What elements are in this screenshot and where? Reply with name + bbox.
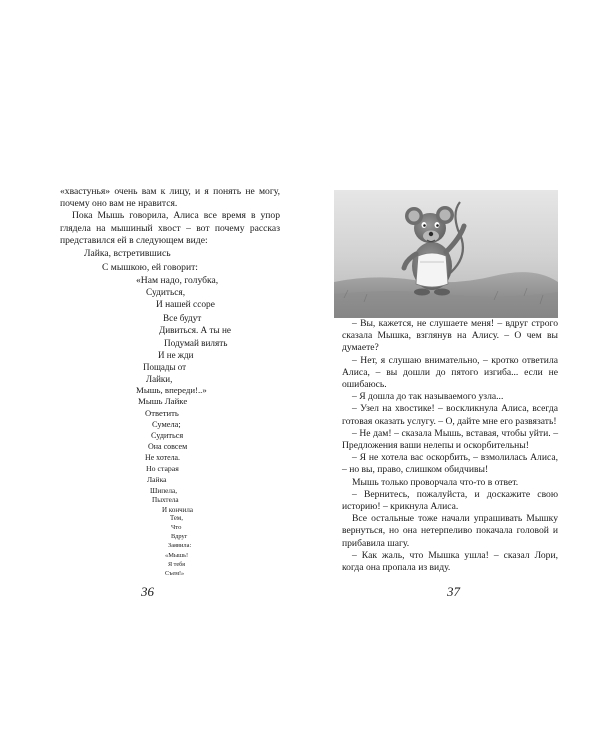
- tail-poem-line: Все будут: [163, 313, 202, 323]
- right-page: [300, 0, 600, 750]
- intro-paragraph: Пока Мышь говорила, Алиса все время в упор глядела на мышиный хвост – вот почему рассказ представился ей в следующем виде:: [60, 210, 280, 246]
- tail-poem-line: Тем,: [170, 515, 183, 522]
- tail-poem-line: Пыхтела: [152, 496, 179, 504]
- page-number-right: 37: [447, 584, 460, 599]
- tail-poem-line: Лайки,: [146, 374, 173, 384]
- intro-paragraph: «хвастунья» очень вам к лицу, и я понять не могу, почему оно вам не нравится.: [60, 186, 280, 210]
- tail-poem-line: И кончила: [162, 506, 193, 514]
- tail-poem-line: Лайка, встретившись: [84, 248, 171, 259]
- tail-poem-line: Мышь, впереди!..»: [136, 385, 207, 395]
- tail-poem-line: Вдруг: [171, 533, 188, 540]
- dialogue-paragraph: – Вы, кажется, не слушаете меня! – вдруг строго сказала Мышка, взглянув на Алису. – О чем вы думаете?: [342, 318, 558, 354]
- dialogue-paragraph: – Как жаль, что Мышка ушла! – сказал Лори, когда она пропала из виду.: [342, 549, 558, 574]
- tail-poem-line: И не жди: [158, 350, 194, 360]
- tail-poem-line: «Мышь!: [165, 552, 189, 559]
- tail-poem-line: Но старая: [146, 464, 179, 473]
- dialogue-paragraph: – Вернитесь, пожалуйста, и доскажите свою историю! – крикнула Алиса.: [342, 488, 558, 513]
- tail-poem-line: Она совсем: [148, 442, 188, 451]
- dialogue-paragraph: – Нет, я слушаю внимательно, – кротко ответила Алиса, – вы дошли до пятого изгиба... если не ошибаюсь.: [342, 354, 558, 391]
- tail-poem-line: Что: [171, 524, 182, 531]
- mouse-in-apron-illustration: [334, 190, 558, 318]
- tail-poem-line: Дивиться. А ты не: [159, 325, 231, 335]
- tail-poem-line: Подумай вилять: [164, 338, 228, 348]
- tail-poem-line: Шипела,: [150, 486, 178, 495]
- tail-poem-line: Мышь Лайке: [138, 396, 188, 406]
- tail-poem-line: Ответить: [145, 408, 179, 418]
- tail-poem-line: С мышкою, ей говорит:: [102, 262, 198, 273]
- dialogue-paragraph: Мышь только проворчала что-то в ответ.: [352, 476, 519, 488]
- tail-poem-line: Заявила:: [168, 542, 192, 549]
- tail-poem-line: Я тебя: [168, 561, 185, 568]
- tail-poem-line: И нашей ссоре: [156, 300, 215, 310]
- dialogue-paragraph: – Узел на хвостике! – воскликнула Алиса, всегда готовая оказать услугу. – О, дайте мне его развязать!: [342, 403, 558, 427]
- tail-poem-line: «Нам надо, голубка,: [136, 275, 219, 286]
- tail-poem-line: Судиться: [151, 431, 184, 440]
- tail-poem-line: Пощады от: [143, 362, 187, 372]
- dialogue-paragraph: Все остальные тоже начали упрашивать Мышку вернуться, но она нетерпеливо покачала головой и прибавила шагу.: [342, 513, 558, 549]
- tail-poem-line: Не хотела.: [145, 453, 181, 462]
- tail-poem-line: Лайка: [147, 475, 167, 484]
- dialogue-paragraph: – Я дошла до так называемого узла...: [352, 391, 504, 403]
- tail-poem-line: Сумела;: [152, 420, 181, 429]
- tail-poem-line: Съем!»: [165, 570, 185, 577]
- page-number-left: 36: [141, 584, 154, 599]
- tail-poem-line: Судиться,: [146, 288, 186, 298]
- left-intro-text: [60, 186, 280, 247]
- right-text: [342, 318, 558, 574]
- dialogue-paragraph: – Не дам! – сказала Мышь, вставая, чтобы уйти. – Предложения ваши нелепы и оскорбительны!: [342, 427, 558, 452]
- dialogue-paragraph: – Я не хотела вас оскорбить, – взмолилась Алиса, – но вы, право, слишком обидчивы!: [342, 452, 558, 476]
